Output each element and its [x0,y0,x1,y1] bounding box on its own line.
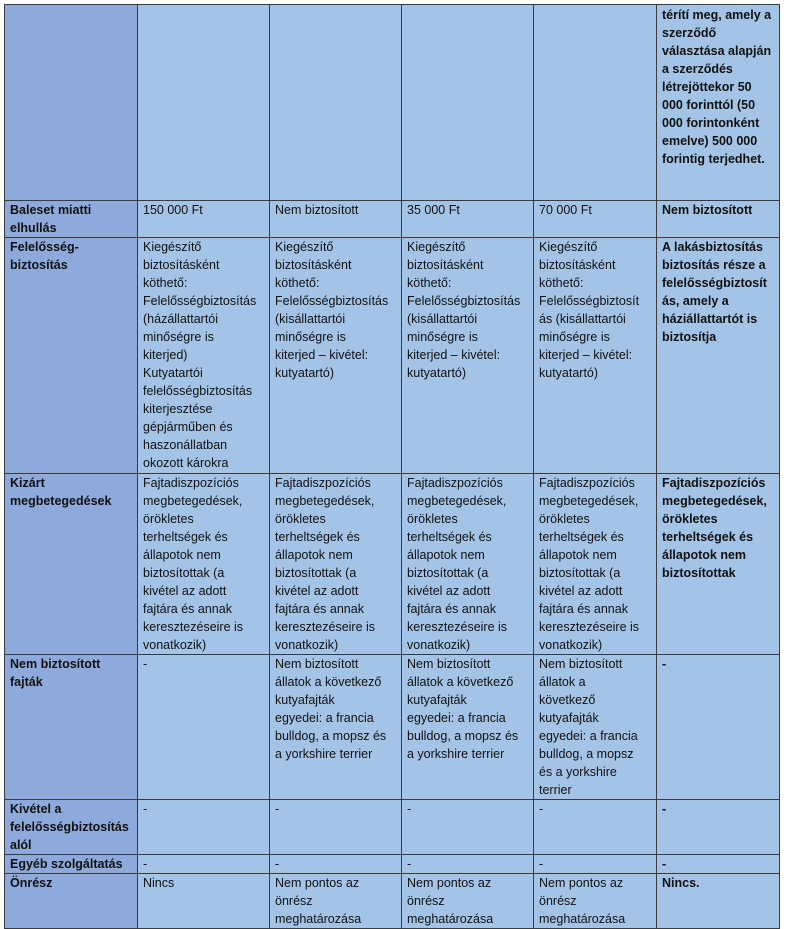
table-row [5,238,780,474]
table-cell [534,201,657,238]
table-cell [657,5,780,201]
table-cell [402,201,534,238]
cell-text: Nem biztosított állatok a következő kutyafajták egyedei: a francia bulldog, a mopsz és a yorkshire terrier [275,657,387,761]
table-cell [657,201,780,238]
cell-text: Nem biztosított [275,203,359,217]
table-cell [138,474,270,655]
row-label-text: Kivétel a felelősségbiztosítás alól [10,802,129,852]
table-cell [402,5,534,201]
cell-text: - [407,802,412,816]
table-row [5,855,780,874]
table-row [5,800,780,855]
table-cell [402,874,534,929]
table-cell [270,655,402,800]
table-cell [657,855,780,874]
cell-text: 150 000 Ft [143,203,203,217]
table-cell [138,201,270,238]
table-cell [657,238,780,474]
cell-text: Nem biztosított állatok a következő kutyafajták egyedei: a francia bulldog, a mopsz és a yorkshire terrier [539,657,638,797]
table-cell [534,874,657,929]
cell-text: - [662,657,667,671]
cell-text: Nem biztosított [662,203,753,217]
row-label [5,474,138,655]
cell-text: Fajtadiszpozíciós megbetegedések, örökletes terheltségek és állapotok nem biztosítottak (a kivétel az adott fajtára és annak keresztezéseire is vonatkozik) [143,476,244,652]
cell-text: Nincs. [662,876,700,890]
table-cell [138,5,270,201]
row-label-text: Kizárt megbetegedések [10,476,112,508]
cell-text: Kiegészítő biztosításként köthető: Felelősségbiztosítás (kisállattartói minőségre is kiterjed – kivétel: kutyatartó) [275,240,389,380]
table-cell [138,800,270,855]
cell-text: - [275,802,280,816]
cell-text: 70 000 Ft [539,203,592,217]
row-label-text: Felelősség- biztosítás [10,240,79,272]
cell-text: Fajtadiszpozíciós megbetegedések, örökletes terheltségek és állapotok nem biztosítottak (a kivétel az adott fajtára és annak keresztezéseire is vonatkozik) [539,476,640,652]
cell-text: Kiegészítő biztosításként köthető: Felelősségbiztosítás (házállattartói minőségre is kiterjed) Kutyatartói felelősségbiztosítás kiterjesztése gépjárműben és haszonállatban okozott károkra [143,240,257,470]
row-label [5,238,138,474]
table-cell [657,874,780,929]
table-cell [534,655,657,800]
cell-text: térítí meg, amely a szerződő választása alapján a szerződés létrejöttekor 50 000 forinttól (50 000 forintonként emelve) 500 000 forintig terjedhet. [662,8,772,166]
cell-text: Nem pontos az önrész meghatározása [407,876,494,926]
cell-text: Fajtadiszpozíciós megbetegedések, örökletes terheltségek és állapotok nem biztosítottak (a kivétel az adott fajtára és annak keresztezéseire is vonatkozik) [407,476,508,652]
table-cell [270,855,402,874]
table-cell [402,474,534,655]
cell-text: - [662,857,667,871]
table-cell [402,855,534,874]
row-label [5,874,138,929]
cell-text: A lakásbiztosítás biztosítás része a felelősségbiztosít ás, amely a háziállattartót is biztosítja [662,240,767,344]
table-cell [270,474,402,655]
table-cell [402,655,534,800]
table-row [5,5,780,201]
table-cell [138,238,270,474]
cell-text: Fajtadiszpozíciós megbetegedések, örökletes terheltségek és állapotok nem biztosítottak (a kivétel az adott fajtára és annak keresztezéseire is vonatkozik) [275,476,376,652]
cell-text: - [143,857,148,871]
cell-text: - [143,802,148,816]
row-label [5,800,138,855]
table-cell [138,655,270,800]
insurance-comparison-table [4,4,780,929]
cell-text: Kiegészítő biztosításként köthető: Felelősségbiztosít ás (kisállattartói minőségre is kiterjed – kivétel: kutyatartó) [539,240,640,380]
cell-text: 35 000 Ft [407,203,460,217]
row-label [5,655,138,800]
cell-text: Nem pontos az önrész meghatározása [539,876,626,926]
table-cell [402,800,534,855]
table-cell [534,238,657,474]
cell-text: Kiegészítő biztosításként köthető: Felelősségbiztosítás (kisállattartói minőségre is kiterjed – kivétel: kutyatartó) [407,240,521,380]
cell-text: - [275,857,280,871]
table-cell [138,874,270,929]
table-cell [534,855,657,874]
table-row [5,874,780,929]
table-row [5,474,780,655]
cell-text: Nem biztosított állatok a következő kutyafajták egyedei: a francia bulldog, a mopsz és a yorkshire terrier [407,657,519,761]
row-label [5,855,138,874]
table-cell [270,201,402,238]
row-label-text: Baleset miatti elhullás [10,203,92,235]
cell-text: - [539,857,544,871]
table-row [5,201,780,238]
table-cell [270,238,402,474]
row-label [5,5,138,201]
table-cell [270,874,402,929]
table-cell [534,474,657,655]
cell-text: - [143,657,148,671]
cell-text: - [407,857,412,871]
row-label-text: Egyéb szolgáltatás [10,857,123,871]
table-cell [534,5,657,201]
table-cell [270,5,402,201]
table-cell [270,800,402,855]
table-cell [657,474,780,655]
table-cell [534,800,657,855]
table-cell [657,800,780,855]
table-row [5,655,780,800]
cell-text: - [539,802,544,816]
cell-text: Nem pontos az önrész meghatározása [275,876,362,926]
row-label-text: Nem biztosított fajták [10,657,101,689]
table-cell [138,855,270,874]
table-cell [402,238,534,474]
table-cell [657,655,780,800]
row-label [5,201,138,238]
cell-text: - [662,802,667,816]
cell-text: Nincs [143,876,175,890]
row-label-text: Önrész [10,876,53,890]
cell-text: Fajtadiszpozíciós megbetegedések, örökletes terheltségek és állapotok nem biztosítottak [662,476,767,580]
